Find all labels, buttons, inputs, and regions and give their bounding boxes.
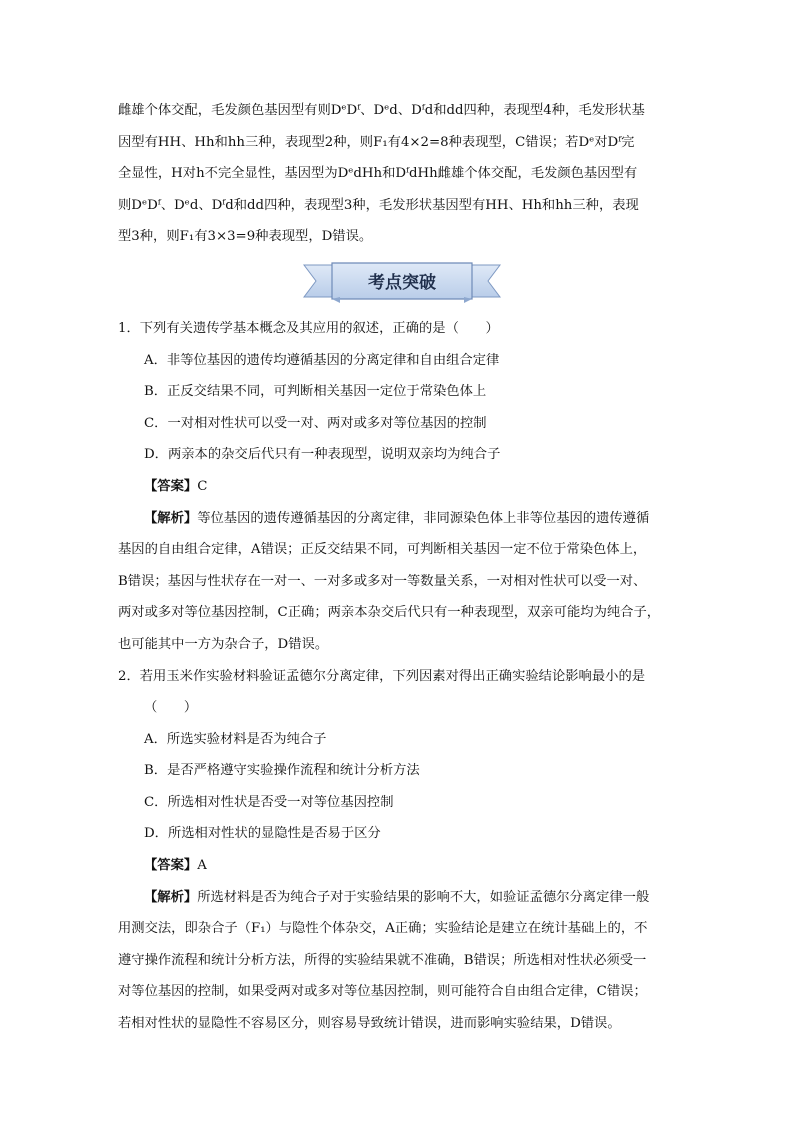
analysis-block xyxy=(118,503,678,661)
answer-line xyxy=(118,850,678,882)
intro-paragraph xyxy=(118,95,678,253)
analysis-text: 等位基因的遗传遵循基因的分离定律，非同源染色体上非等位基因的遗传遵循 xyxy=(197,510,650,526)
analysis-line: 遵守操作流程和统计分析方法，所得的实验结果就不准确，B错误；所选相对性状必须受一 xyxy=(118,952,647,968)
question-2 xyxy=(118,661,678,1040)
analysis-tag: 【解析】 xyxy=(144,889,198,905)
intro-line: 全显性，H对h不完全显性，基因型为DᵉdHh和DᶠdHh雌雄个体交配，毛发颜色基因型有 xyxy=(118,166,638,182)
option-a: A．非等位基因的遗传均遵循基因的分离定律和自由组合定律 xyxy=(144,352,500,368)
analysis-line: 对等位基因的控制，如果受两对或多对等位基因控制，则可能符合自由组合定律，C错误； xyxy=(118,984,647,1000)
question-1 xyxy=(118,313,678,661)
section-banner xyxy=(118,253,678,313)
option-d: D．两亲本的杂交后代只有一种表现型，说明双亲均为纯合子 xyxy=(144,447,501,463)
answer-tag: 【答案】 xyxy=(144,858,198,874)
option-c: C．所选相对性状是否受一对等位基因控制 xyxy=(144,794,394,810)
analysis-line: B错误；基因与性状存在一对一、一对多或多对一等数量关系，一对相对性状可以受一对、 xyxy=(118,573,647,589)
ribbon-banner-icon xyxy=(302,259,502,305)
intro-line: 则DᵉDᶠ、Dᵉd、Dᶠd和dd四种，表现型3种，毛发形状基因型有HH、Hh和hh三种，表现 xyxy=(118,197,639,213)
analysis-line: 用测交法，即杂合子（F₁）与隐性个体杂交，A正确；实验结论是建立在统计基础上的，不 xyxy=(118,921,648,937)
answer-value: C xyxy=(197,478,208,494)
question-stem: 2．若用玉米作实验材料验证孟德尔分离定律，下列因素对得出正确实验结论影响最小的是 xyxy=(118,668,646,684)
intro-line: 雌雄个体交配，毛发颜色基因型有则DᵉDᶠ、Dᵉd、Dᶠd和dd四种，表现型4种，毛发形状基 xyxy=(118,103,645,118)
option-c: C．一对相对性状可以受一对、两对或多对等位基因的控制 xyxy=(144,415,487,431)
answer-tag: 【答案】 xyxy=(144,478,198,494)
document-content xyxy=(118,95,678,1040)
answer-value: A xyxy=(197,858,207,874)
option-d: D．所选相对性状的显隐性是否易于区分 xyxy=(144,826,381,842)
analysis-line: 也可能其中一方为杂合子，D错误。 xyxy=(118,636,329,652)
intro-line: 型3种，则F₁有3×3=9种表现型，D错误。 xyxy=(118,229,373,245)
analysis-tag: 【解析】 xyxy=(144,510,198,526)
answer-line xyxy=(118,471,678,503)
question-stem: 1．下列有关遗传学基本概念及其应用的叙述，正确的是（ ） xyxy=(118,320,499,336)
analysis-line xyxy=(118,503,678,535)
option-b: B．正反交结果不同，可判断相关基因一定位于常染色体上 xyxy=(144,384,487,400)
analysis-block xyxy=(118,882,678,1040)
intro-line: 因型有HH、Hh和hh三种，表现型2种，则F₁有4×2=8种表现型，C错误；若Dᵉ对Dᶠ完 xyxy=(118,134,635,150)
analysis-text: 所选材料是否为纯合子对于实验结果的影响不大，如验证孟德尔分离定律一般 xyxy=(197,889,650,905)
option-b: B．是否严格遵守实验操作流程和统计分析方法 xyxy=(144,763,420,779)
option-a: A．所选实验材料是否为纯合子 xyxy=(144,731,327,747)
analysis-line xyxy=(118,882,678,914)
analysis-line: 两对或多对等位基因控制，C正确；两亲本杂交后代只有一种表现型，双亲可能均为纯合子， xyxy=(118,605,661,621)
analysis-line: 若相对性状的显隐性不容易区分，则容易导致统计错误，进而影响实验结果，D错误。 xyxy=(118,1016,621,1032)
analysis-line: 基因的自由组合定律，A错误；正反交结果不同，可判断相关基因一定不位于常染色体上， xyxy=(118,542,647,558)
question-stem-continued: （ ） xyxy=(144,700,198,716)
banner-title: 考点突破 xyxy=(368,272,436,293)
